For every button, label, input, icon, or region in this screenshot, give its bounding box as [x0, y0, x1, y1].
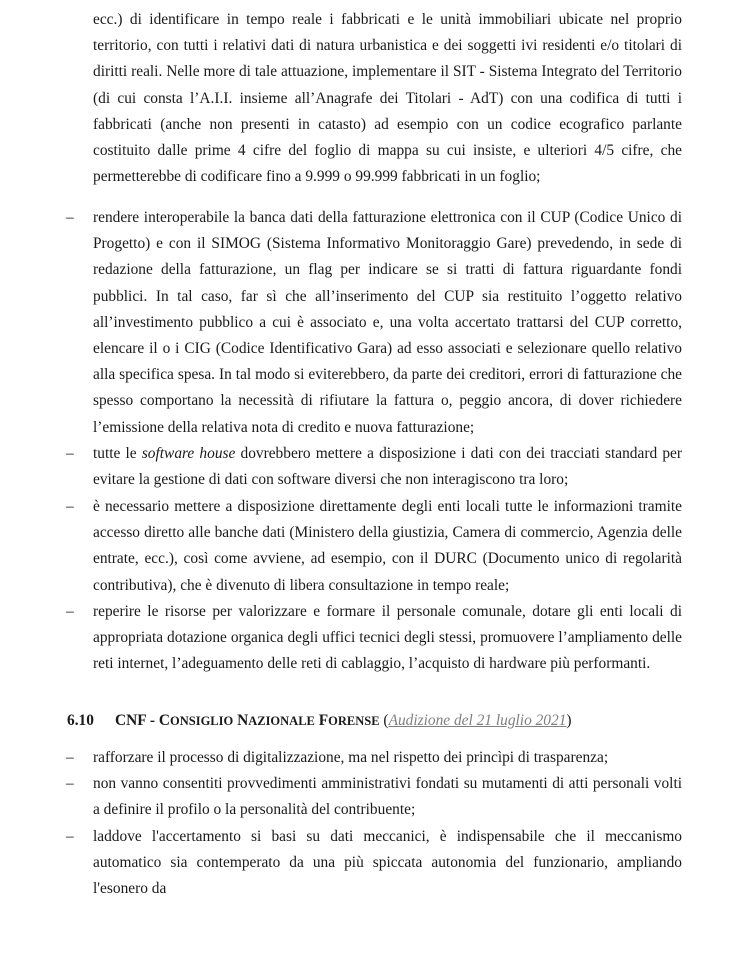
org-prefix: CNF - C [115, 712, 170, 729]
org-word-3-rest: ORENSE [328, 714, 380, 728]
dash-marker: – [66, 603, 74, 620]
list-item-text: rafforzare il processo di digitalizzazione, ma nel rispetto dei princìpi di trasparenza; [93, 749, 609, 766]
section-number: 6.10 [67, 712, 94, 729]
open-paren: ( [383, 712, 389, 729]
hearing-link[interactable]: Audizione del 21 luglio 2021 [388, 712, 567, 729]
list-item-text: non vanno consentiti provvedimenti amministrativi fondati su mutamenti di atti personali volti a definire il profilo o la personalità del contribuente; [93, 775, 682, 819]
intro-paragraph: ecc.) di identificare in tempo reale i fabbricati e le unità immobiliari ubicate nel proprio territorio, con tutti i relativi dati di natura urbanistica e dei soggetti ivi residenti e/o titolari di diritti reali. Nelle more di tale attuazione, implementare il SIT - Sistema Integrato del Territorio (di cui consta l’A.I.I. insieme all’Anagrafe dei Titolari - AdT) con una codifica di tutti i fabbricati (anche non presenti in catasto) ad esempio con un codice ecografico parlante costituito dalle prime 4 cifre del foglio di mappa su cui insiste, e ulteriori 4/5 cifre, che permetterebbe di codificare fino a 9.999 o 99.999 fabbricati in un foglio; [93, 11, 682, 186]
list-item [66, 824, 682, 903]
list-item [66, 771, 682, 823]
list-item-text: reperire le risorse per valorizzare e formare il personale comunale, dotare gli enti locali di appropriata dotazione organica degli uffici tecnici degli stessi, promuovere l’ampliamento delle reti internet, l’adeguamento delle reti di cablaggio, l’acquisto di hardware più performanti. [93, 603, 682, 673]
org-word-3-initial: F [318, 712, 329, 729]
list-item-text: è necessario mettere a disposizione direttamente degli enti locali tutte le informazioni tramite accesso diretto alle banche dati (Ministero della giustizia, Camera di commercio, Agenzia delle entrate, ecc.), così come avviene, ad esempio, con il DURC (Documento unico di regolarità contributiva), che è divenuto di libera consultazione in tempo reale; [93, 498, 682, 594]
dash-marker: – [66, 775, 74, 792]
dash-marker: – [66, 749, 74, 766]
list-item-text-italic: software house [141, 445, 236, 462]
section-organization [115, 712, 380, 729]
list-item [66, 599, 682, 678]
list-item [66, 205, 682, 441]
list-item [66, 494, 682, 599]
list-item-text: laddove l'accertamento si basi su dati meccanici, è indispensabile che il meccanismo automatico sia contemperato da una più spiccata autonomia del funzionario, ampliando l'esonero da [93, 828, 682, 898]
list-item-text: rendere interoperabile la banca dati della fatturazione elettronica con il CUP (Codice Unico di Progetto) e con il SIMOG (Sistema Informativo Monitoraggio Gare) prevedendo, in sede di redazione della fatturazione, un flag per indicare se si tratti di fattura riguardante fondi pubblici. In tal caso, far sì che all’inserimento del CUP sia restituito l’oggetto relativo all’investimento pubblico a cui è associato e, una volta accertato trattarsi del CUP corretto, elencare il o i CIG (Codice Identificativo Gara) ad esso associati e selezionare quello relativo alla specifica spesa. In tal modo si eviterebbero, da parte dei creditori, errori di fatturazione che spesso comportano la necessità di rifiutare la fattura o, peggio ancora, di dover richiedere l’emissione della relativa nota di credito e nuova fatturazione; [93, 209, 682, 436]
section-heading [67, 708, 572, 734]
list-item [66, 745, 682, 771]
dash-marker: – [66, 828, 74, 845]
dash-marker: – [66, 445, 74, 462]
dash-marker: – [66, 498, 74, 515]
list-item-text-after: dovrebbero mettere a disposizione i dati con dei tracciati standard per evitare la gestione di dati con software diversi che non interagiscono tra loro; [93, 445, 682, 489]
org-word-2-rest: AZIONALE [248, 714, 315, 728]
org-word-1-rest: ONSIGLIO [170, 714, 234, 728]
dash-marker: – [66, 209, 74, 226]
list-item-text-before: tutte le [93, 445, 142, 462]
list-item [66, 441, 682, 493]
close-paren: ) [566, 712, 572, 729]
org-word-2-initial: N [237, 712, 249, 729]
